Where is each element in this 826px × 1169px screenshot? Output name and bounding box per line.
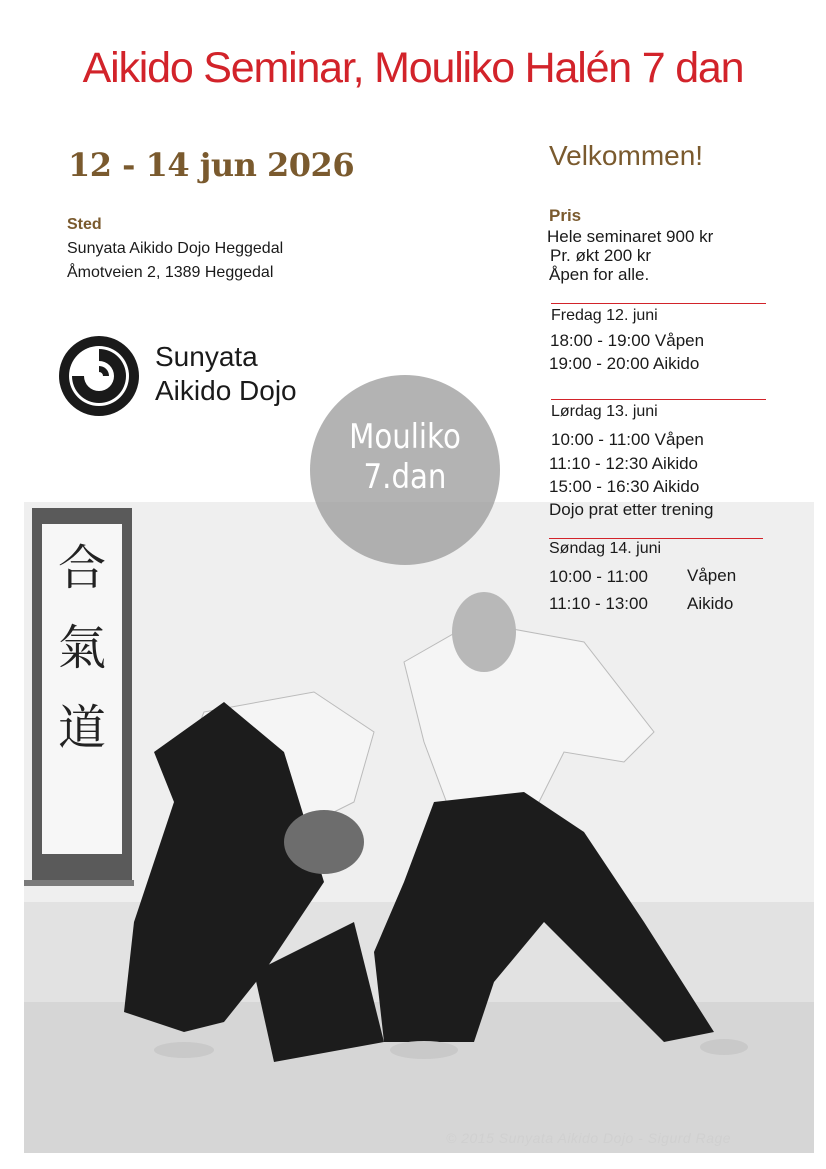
saturday-row-4: Dojo prat etter trening xyxy=(549,500,714,519)
divider-friday xyxy=(551,303,766,304)
venue-name: Sunyata Aikido Dojo Heggedal xyxy=(67,240,284,257)
divider-saturday xyxy=(551,399,766,400)
saturday-row-3: 15:00 - 16:30 Aikido xyxy=(549,477,700,496)
friday-heading: Fredag 12. juni xyxy=(551,307,658,324)
sunday-row-2-time: 11:10 - 13:00 xyxy=(549,594,648,613)
svg-text:道: 道 xyxy=(57,700,107,756)
seminar-dates: 12 - 14 jun 2026 xyxy=(68,146,355,184)
sunday-heading: Søndag 14. juni xyxy=(549,540,662,557)
svg-text:氣: 氣 xyxy=(57,620,107,676)
logo-line-2: Aikido Dojo xyxy=(155,375,297,406)
badge-line-1: Mouliko xyxy=(349,417,461,457)
badge-line-2: 7.dan xyxy=(363,457,447,497)
instructor-badge xyxy=(310,375,500,565)
enso-logo-icon xyxy=(58,335,140,417)
price-line-open: Åpen for alle. xyxy=(549,265,650,284)
logo-wordmark xyxy=(155,340,297,408)
poster-title: Aikido Seminar, Mouliko Halén 7 dan xyxy=(82,44,744,92)
svg-text:合: 合 xyxy=(57,540,107,596)
sunday-row-1-time: 10:00 - 11:00 xyxy=(549,567,648,586)
price-label: Pris xyxy=(549,206,582,225)
venue-label: Sted xyxy=(67,216,102,233)
welcome-text: Velkommen! xyxy=(549,140,704,171)
price-line-session: Pr. økt 200 kr xyxy=(550,246,652,265)
saturday-heading: Lørdag 13. juni xyxy=(551,403,658,420)
sunday-row-2-activity: Aikido xyxy=(687,594,734,613)
friday-row-1: 18:00 - 19:00 Våpen xyxy=(550,331,705,350)
saturday-row-1: 10:00 - 11:00 Våpen xyxy=(551,430,704,449)
logo-line-1: Sunyata xyxy=(155,341,258,372)
photo-credit: © 2015 Sunyata Aikido Dojo - Sigurd Rage xyxy=(446,1130,732,1146)
divider-sunday xyxy=(549,538,763,539)
saturday-row-2: 11:10 - 12:30 Aikido xyxy=(549,454,699,473)
friday-row-2: 19:00 - 20:00 Aikido xyxy=(549,354,700,373)
price-line-full: Hele seminaret 900 kr xyxy=(547,227,714,246)
badge-text xyxy=(323,417,486,497)
sunday-row-1-activity: Våpen xyxy=(687,566,737,585)
venue-address: Åmotveien 2, 1389 Heggedal xyxy=(67,264,274,281)
